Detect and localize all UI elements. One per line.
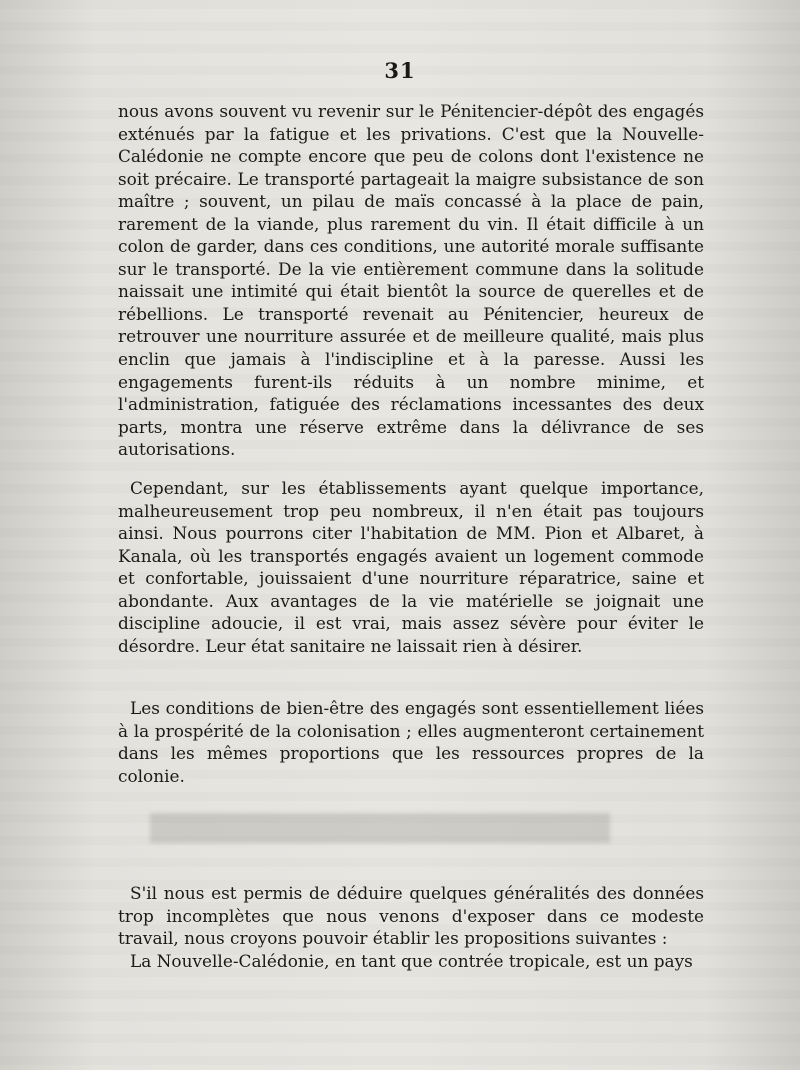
text-block-3 [118, 697, 704, 787]
paragraph-continued: nous avons souvent vu revenir sur le Pénitencier-dépôt des engagés exténués par la fatigue et les privations. C'est que la Nouvelle-Calédonie ne compte encore que peu de colons dont l'existence ne soit précaire. Le transporté partageait la maigre subsistance de son maître ; souvent, un pilau de maïs concassé à la place de pain, rarement de la viande, plus rarement du vin. Il était difficile à un colon de garder, dans ces conditions, une autorité morale suffisante sur le transporté. De la vie entièrement commune dans la solitude naissait une intimité qui était bientôt la source de querelles et de rébellions. Le transporté revenait au Pénitencier, heureux de retrouver une nourriture assurée et de meilleure qualité, mais plus enclin que jamais à l'indiscipline et à la paresse. Aussi les engagements furent-ils réduits à un nombre minime, et l'administration, fatiguée des réclamations incessantes des deux parts, montra une réserve extrême dans la délivrance de ses autorisations. [118, 101, 704, 460]
text-block-1 [118, 100, 704, 461]
text-block-4 [118, 882, 704, 972]
show-through-heading-smudge [150, 813, 610, 843]
paragraph-habitation: Cependant, sur les établissements ayant quelque importance, malheureusement trop peu nombreux, il n'en était pas toujours ainsi. Nous pourrons citer l'habitation de MM. Pion et Albaret, à Kanala, où les transportés engagés avaient un logement commode et confortable, jouissaient d'une nourriture réparatrice, saine et abondante. Aux avantages de la vie matérielle se joignait une discipline adoucie, il est vrai, mais assez sévère pour éviter le désordre. Leur état sanitaire ne laissait rien à désirer. [118, 478, 704, 656]
paragraph-conditions: Les conditions de bien-être des engagés sont essentiellement liées à la prospérité de la colonisation ; elles augmenteront certainement dans les mêmes proportions que les ressources propres de la colonie. [118, 698, 704, 786]
page-number: 31 [384, 58, 416, 83]
text-block-2 [118, 477, 704, 657]
paragraph-conclusion-intro: S'il nous est permis de déduire quelques généralités des données trop incomplètes que nous venons d'exposer dans ce modeste travail, nous croyons pouvoir établir les propositions suivantes : [118, 883, 704, 949]
paragraph-proposition: La Nouvelle-Calédonie, en tant que contrée tropicale, est un pays [130, 950, 693, 971]
